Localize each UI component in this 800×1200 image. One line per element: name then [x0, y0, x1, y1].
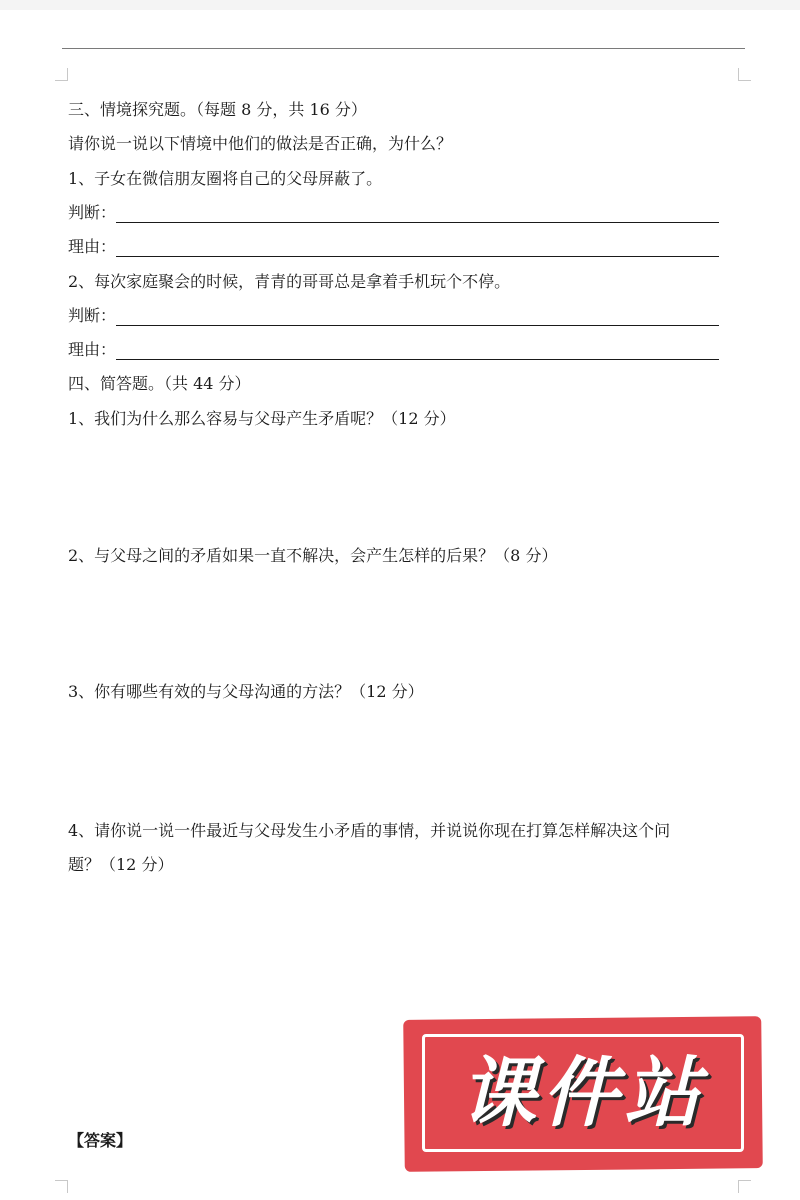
- scenario-2-question: 2、每次家庭聚会的时候，青青的哥哥总是拿着手机玩个不停。: [68, 272, 511, 291]
- short-answer-q2: 2、与父母之间的矛盾如果一直不解决，会产生怎样的后果？（8 分）: [68, 546, 558, 565]
- reason-label: 理由：: [68, 237, 117, 256]
- scenario-2-reason-blank[interactable]: [116, 341, 719, 360]
- short-answer-q1: 1、我们为什么那么容易与父母产生矛盾呢？（12 分）: [68, 409, 456, 428]
- judge-label: 判断：: [68, 203, 117, 222]
- scenario-1-judge-row: [68, 201, 719, 223]
- scenario-2-reason-row: [68, 338, 719, 360]
- scenario-1-judge-blank[interactable]: [116, 204, 719, 223]
- scenario-1-question: 1、子女在微信朋友圈将自己的父母屏蔽了。: [68, 169, 383, 188]
- header-rule: [62, 48, 745, 49]
- short-answer-q4-line1: 4、请你说一说一件最近与父母发生小矛盾的事情，并说说你现在打算怎样解决这个问: [68, 821, 671, 840]
- margin-corner-bottom-left: [55, 1180, 68, 1193]
- margin-corner-top-right: [738, 68, 751, 81]
- section-3-instruction: 请你说一说以下情境中他们的做法是否正确，为什么？: [68, 134, 453, 153]
- section-4-title: 四、简答题。（共 44 分）: [68, 374, 251, 393]
- watermark-stamp: [404, 1018, 762, 1170]
- scenario-1-reason-row: [68, 235, 719, 257]
- reason-label: 理由：: [68, 340, 117, 359]
- margin-corner-bottom-right: [738, 1180, 751, 1193]
- section-3-title: 三、情境探究题。（每题 8 分，共 16 分）: [68, 100, 367, 119]
- page-top-strip: [0, 0, 800, 10]
- judge-label: 判断：: [68, 306, 117, 325]
- scenario-2-judge-row: [68, 304, 719, 326]
- short-answer-q4-line2: 题？（12 分）: [68, 855, 174, 874]
- answer-heading: 【答案】: [68, 1131, 133, 1150]
- scenario-1-reason-blank[interactable]: [116, 238, 719, 257]
- scenario-2-judge-blank[interactable]: [116, 307, 719, 326]
- margin-corner-top-left: [55, 68, 68, 81]
- stamp-logo-text: 课件站: [460, 1048, 706, 1137]
- short-answer-q3: 3、你有哪些有效的与父母沟通的方法？（12 分）: [68, 682, 424, 701]
